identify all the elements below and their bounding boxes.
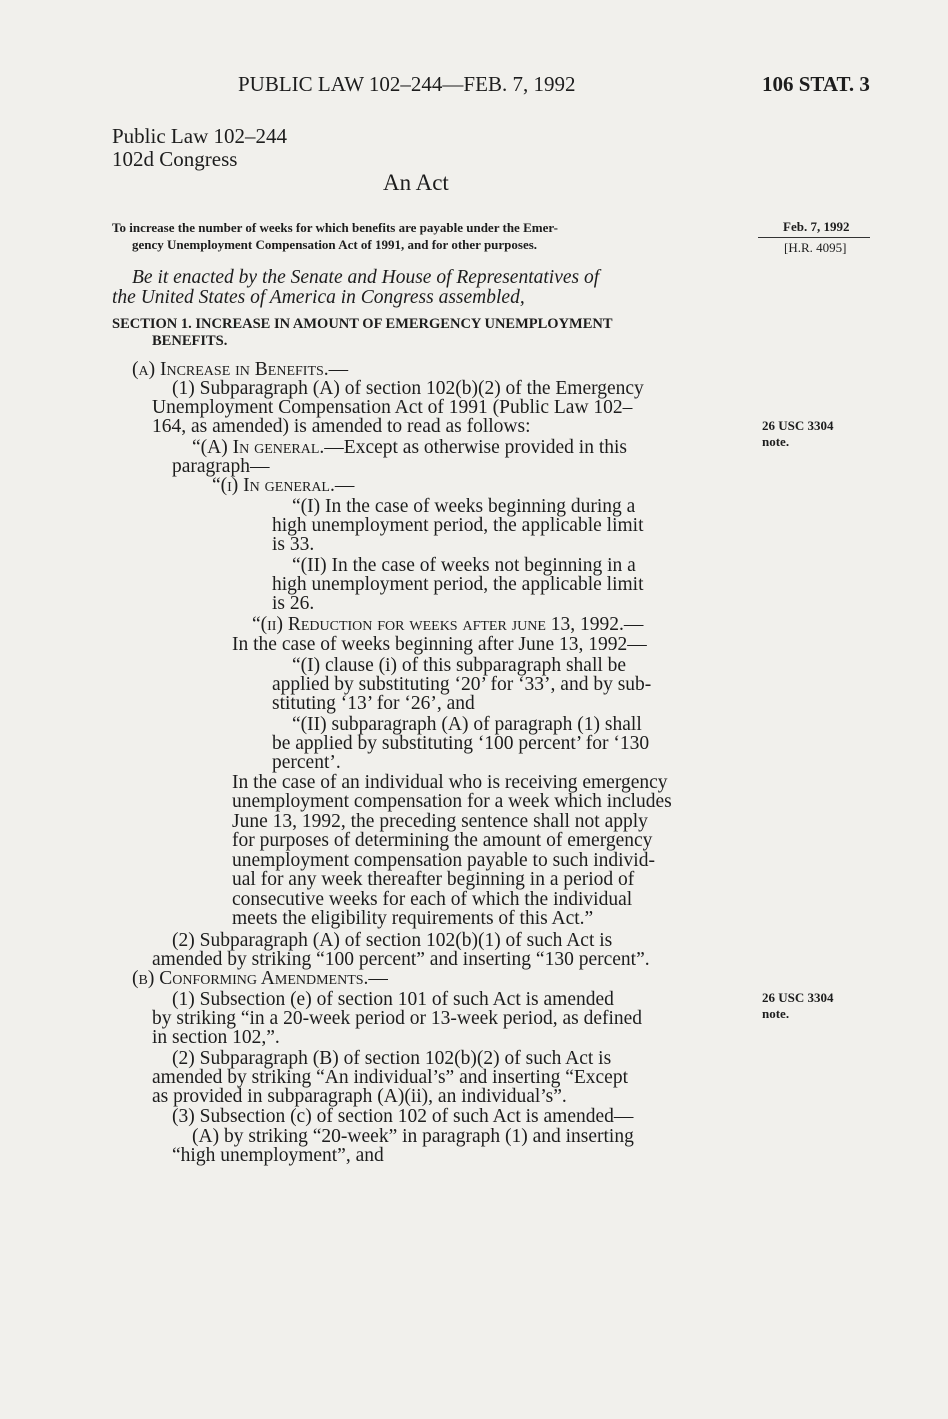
purpose-line-1: To increase the number of weeks for which benefits are payable under the Emer-: [112, 220, 558, 235]
clause-ii-subclause-I-line: applied by substituting ‘20’ for ‘33’, and by sub-: [272, 674, 652, 695]
clause-ii-subclause-I-line: “(I) clause (i) of this subparagraph shall be: [292, 655, 627, 676]
subclause-II-line: high unemployment period, the applicable limit: [272, 574, 644, 595]
clause-i-heading: “(i) In general.—: [212, 475, 355, 496]
para-b2-line: amended by striking “An individual’s” and inserting “Except: [152, 1067, 629, 1088]
section-heading-line-1: SECTION 1. INCREASE IN AMOUNT OF EMERGENCY UNEMPLOYMENT: [112, 316, 613, 332]
individual-provision-line: In the case of an individual who is receiving emergency: [232, 772, 668, 793]
margin-note-2-label: note.: [762, 1006, 790, 1021]
congress: 102d Congress: [112, 147, 238, 171]
individual-provision-line: unemployment compensation payable to such individ-: [232, 850, 655, 871]
individual-provision-line: consecutive weeks for each of which the individual: [232, 889, 633, 910]
act-title: An Act: [383, 170, 449, 195]
individual-provision-line: meets the eligibility requirements of this Act.”: [232, 908, 594, 929]
clause-ii-subclause-II-line: be applied by substituting ‘100 percent’ for ‘130: [272, 733, 650, 754]
clause-ii-subclause-II-line: “(II) subparagraph (A) of paragraph (1) shall: [292, 714, 642, 735]
para-b2-line: as provided in subparagraph (A)(ii), an individual’s”.: [152, 1086, 567, 1107]
para-b3A-line: “high unemployment”, and: [172, 1145, 384, 1166]
para-b3A-line: (A) by striking “20-week” in paragraph (1) and inserting: [192, 1126, 634, 1147]
para-a1-line: 164, as amended) is amended to read as follows:: [152, 416, 531, 437]
enacting-clause-line-1: Be it enacted by the Senate and House of Representatives of: [132, 267, 600, 288]
margin-date: Feb. 7, 1992: [783, 219, 850, 234]
subpara-A-line: “(A) In general.—Except as otherwise provided in this: [192, 437, 628, 458]
subclause-I-line: high unemployment period, the applicable limit: [272, 515, 644, 536]
margin-note-1-label: note.: [762, 434, 790, 449]
subclause-II-line: “(II) In the case of weeks not beginning in a: [292, 555, 636, 576]
clause-ii-heading: “(ii) Reduction for weeks after june 13, 1992.—: [252, 614, 644, 635]
para-a1-line: (1) Subparagraph (A) of section 102(b)(2) of the Emergency: [172, 378, 644, 399]
running-title: PUBLIC LAW 102–244—FEB. 7, 1992: [238, 72, 576, 96]
clause-ii-subclause-II-line: percent’.: [272, 752, 341, 773]
clause-ii-line: In the case of weeks beginning after June 13, 1992—: [232, 634, 647, 655]
subclause-I-line: “(I) In the case of weeks beginning during a: [292, 496, 636, 517]
section-heading-line-2: BENEFITS.: [152, 333, 228, 349]
para-b1-line: by striking “in a 20-week period or 13-week period, as defined: [152, 1008, 643, 1029]
stat-reference: 106 STAT. 3: [762, 72, 870, 96]
subsection-a-heading: (a) Increase in Benefits.—: [132, 359, 349, 380]
para-b1-line: (1) Subsection (e) of section 101 of such Act is amended: [172, 989, 614, 1010]
individual-provision-line: for purposes of determining the amount of emergency: [232, 830, 653, 851]
individual-provision-line: unemployment compensation for a week which includes: [232, 791, 672, 812]
purpose-line-2: gency Unemployment Compensation Act of 1991, and for other purposes.: [132, 237, 538, 252]
margin-divider: [758, 237, 870, 238]
para-b3-line: (3) Subsection (c) of section 102 of such Act is amended—: [172, 1106, 634, 1127]
para-b1-line: in section 102,”.: [152, 1027, 280, 1048]
margin-bill-number: [H.R. 4095]: [784, 240, 847, 255]
law-number: Public Law 102–244: [112, 124, 287, 148]
clause-ii-subclause-I-line: stituting ‘13’ for ‘26’, and: [272, 693, 475, 714]
individual-provision-line: ual for any week thereafter beginning in a period of: [232, 869, 635, 890]
subclause-I-line: is 33.: [272, 534, 315, 555]
subpara-A-line: paragraph—: [172, 456, 270, 477]
margin-note-2-cite: 26 USC 3304: [762, 990, 834, 1005]
para-b2-line: (2) Subparagraph (B) of section 102(b)(2) of such Act is: [172, 1048, 612, 1069]
margin-note-1-cite: 26 USC 3304: [762, 418, 834, 433]
subclause-II-line: is 26.: [272, 593, 315, 614]
individual-provision-line: June 13, 1992, the preceding sentence shall not apply: [232, 811, 648, 832]
enacting-clause-line-2: the United States of America in Congress assembled,: [112, 287, 525, 308]
subsection-b-heading: (b) Conforming Amendments.—: [132, 968, 388, 989]
para-a2-line: (2) Subparagraph (A) of section 102(b)(1) of such Act is: [172, 930, 613, 951]
para-a1-line: Unemployment Compensation Act of 1991 (Public Law 102–: [152, 397, 633, 418]
para-a2-line: amended by striking “100 percent” and inserting “130 percent”.: [152, 949, 650, 970]
